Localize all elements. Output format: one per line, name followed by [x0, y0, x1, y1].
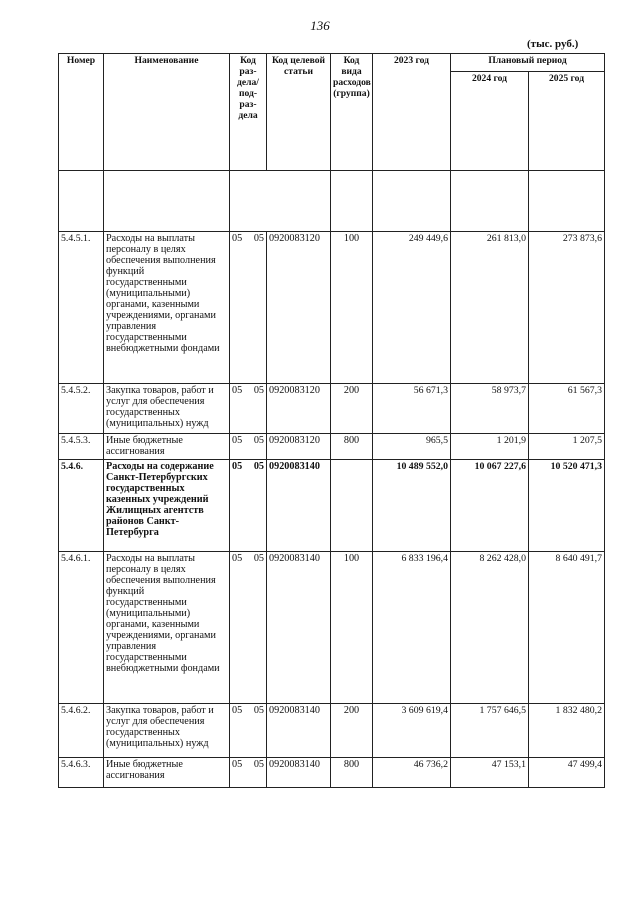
row-subsection: 05	[253, 553, 264, 564]
row-amount-2025: 1 832 480,2	[529, 704, 605, 758]
row-section-code	[230, 552, 267, 704]
row-number: 5.4.6.	[59, 460, 104, 552]
row-amount-2023: 46 736,2	[373, 758, 451, 788]
row-subsection: 05	[253, 759, 264, 770]
header-plan-period: Плановый период	[451, 54, 605, 72]
row-amount-2024: 58 973,7	[451, 384, 529, 434]
table-row	[59, 552, 605, 704]
table-row	[59, 758, 605, 788]
row-subsection: 05	[253, 385, 264, 396]
row-section: 05	[232, 759, 243, 770]
row-section-code	[230, 704, 267, 758]
row-number: 5.4.5.1.	[59, 232, 104, 384]
row-target-code: 0920083140	[267, 552, 331, 704]
row-amount-2023: 10 489 552,0	[373, 460, 451, 552]
row-name: Закупка товаров, работ и услуг для обеспечения государственных (муниципальных) нужд	[104, 704, 230, 758]
row-target-code: 0920083140	[267, 758, 331, 788]
row-section-code	[230, 460, 267, 552]
units-label: (тыс. руб.)	[527, 38, 579, 50]
row-amount-2025: 273 873,6	[529, 232, 605, 384]
row-name: Расходы на выплаты персоналу в целях обеспечения выполнения функций государственными (муниципальными) органами, казенными учреждениями, органами управления государственными внебюджетными фондами	[104, 232, 230, 384]
table-row	[59, 384, 605, 434]
table-row	[59, 460, 605, 552]
header-spacer-row	[59, 171, 605, 232]
row-section-code	[230, 758, 267, 788]
table-row	[59, 704, 605, 758]
row-amount-2023: 965,5	[373, 434, 451, 460]
row-section: 05	[232, 705, 243, 716]
row-amount-2023: 6 833 196,4	[373, 552, 451, 704]
row-expense-group: 200	[331, 704, 373, 758]
row-subsection: 05	[253, 705, 264, 716]
header-year-2023: 2023 год	[373, 54, 451, 171]
header-section-code: Код раз-дела/ под-раз-дела	[230, 54, 267, 171]
row-amount-2025: 8 640 491,7	[529, 552, 605, 704]
row-expense-group: 800	[331, 758, 373, 788]
row-name: Расходы на содержание Санкт-Петербургских государственных казенных учреждений Жилищных агентств районов Санкт-Петербурга	[104, 460, 230, 552]
row-amount-2024: 8 262 428,0	[451, 552, 529, 704]
row-name: Иные бюджетные ассигнования	[104, 434, 230, 460]
row-amount-2024: 47 153,1	[451, 758, 529, 788]
row-amount-2024: 1 201,9	[451, 434, 529, 460]
row-name: Иные бюджетные ассигнования	[104, 758, 230, 788]
header-year-2025: 2025 год	[529, 72, 605, 171]
row-amount-2025: 47 499,4	[529, 758, 605, 788]
row-number: 5.4.5.3.	[59, 434, 104, 460]
row-expense-group: 100	[331, 232, 373, 384]
row-number: 5.4.6.2.	[59, 704, 104, 758]
row-number: 5.4.6.1.	[59, 552, 104, 704]
row-expense-group: 200	[331, 384, 373, 434]
row-name: Расходы на выплаты персоналу в целях обеспечения выполнения функций государственными (муниципальными) органами, казенными учреждениями, органами управления государственными внебюджетными фондами	[104, 552, 230, 704]
row-section: 05	[232, 461, 243, 472]
row-amount-2025: 1 207,5	[529, 434, 605, 460]
row-section: 05	[232, 385, 243, 396]
row-amount-2025: 61 567,3	[529, 384, 605, 434]
row-number: 5.4.5.2.	[59, 384, 104, 434]
row-expense-group: 800	[331, 434, 373, 460]
row-target-code: 0920083120	[267, 232, 331, 384]
header-expense-group: Код вида расходов (группа)	[331, 54, 373, 171]
row-section-code	[230, 384, 267, 434]
row-amount-2024: 1 757 646,5	[451, 704, 529, 758]
row-amount-2023: 3 609 619,4	[373, 704, 451, 758]
row-subsection: 05	[253, 233, 264, 244]
row-section-code	[230, 434, 267, 460]
row-section: 05	[232, 435, 243, 446]
page-number: 136	[310, 18, 330, 33]
row-amount-2024: 261 813,0	[451, 232, 529, 384]
row-section: 05	[232, 233, 243, 244]
row-target-code: 0920083140	[267, 460, 331, 552]
row-subsection: 05	[253, 435, 264, 446]
row-expense-group	[331, 460, 373, 552]
row-amount-2024: 10 067 227,6	[451, 460, 529, 552]
row-expense-group: 100	[331, 552, 373, 704]
table-row	[59, 232, 605, 384]
row-amount-2023: 56 671,3	[373, 384, 451, 434]
header-target-code: Код целевой статьи	[267, 54, 331, 171]
row-section-code	[230, 232, 267, 384]
row-amount-2023: 249 449,6	[373, 232, 451, 384]
header-year-2024: 2024 год	[451, 72, 529, 171]
row-amount-2025: 10 520 471,3	[529, 460, 605, 552]
row-target-code: 0920083140	[267, 704, 331, 758]
row-section: 05	[232, 553, 243, 564]
header-name: Наименование	[104, 54, 230, 171]
header-number: Номер	[59, 54, 104, 171]
row-number: 5.4.6.3.	[59, 758, 104, 788]
row-name: Закупка товаров, работ и услуг для обеспечения государственных (муниципальных) нужд	[104, 384, 230, 434]
row-subsection: 05	[253, 461, 264, 472]
table-row	[59, 434, 605, 460]
budget-table	[58, 53, 605, 788]
row-target-code: 0920083120	[267, 434, 331, 460]
row-target-code: 0920083120	[267, 384, 331, 434]
